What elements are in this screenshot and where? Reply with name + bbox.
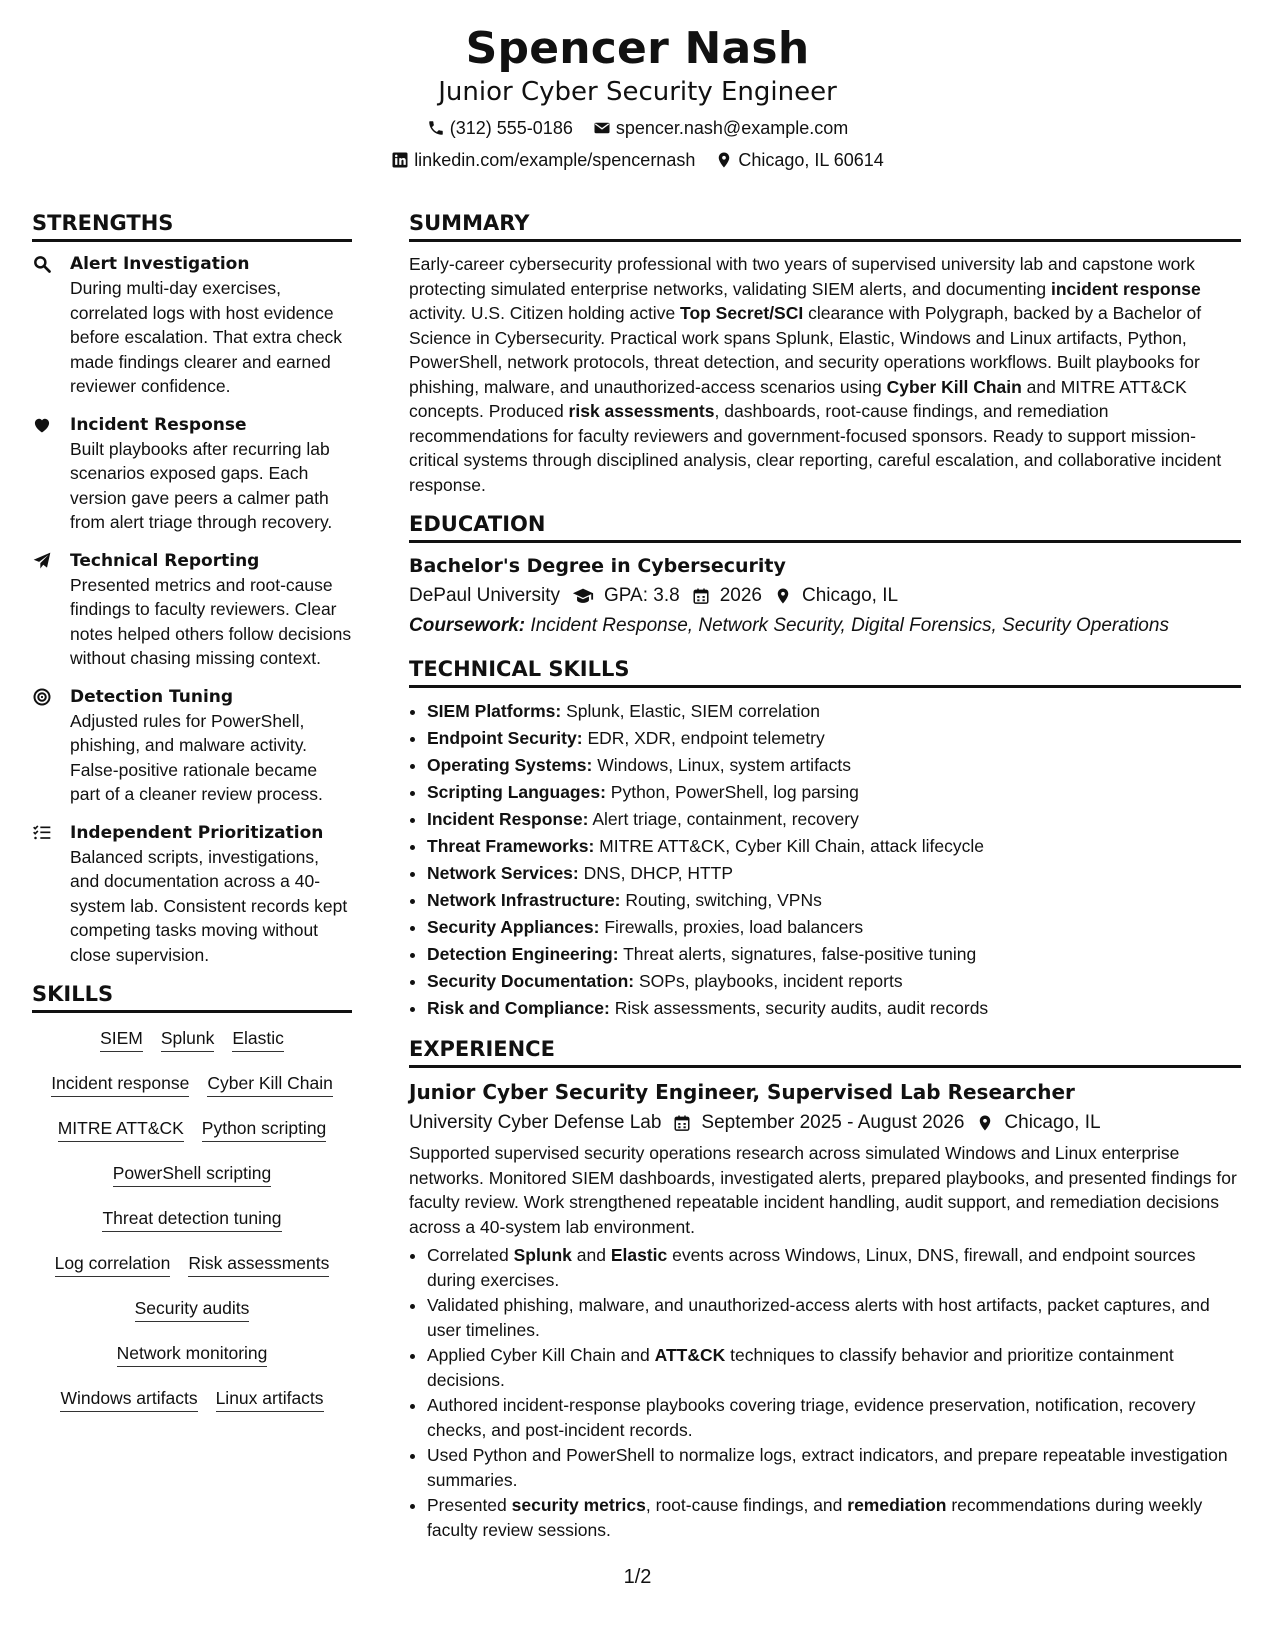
strengths-heading: STRENGTHS bbox=[32, 210, 352, 242]
map-pin-icon bbox=[774, 587, 792, 605]
skills-row bbox=[32, 1207, 352, 1232]
gpa-text: GPA: 3.8 bbox=[604, 585, 680, 606]
skills-tag-cloud bbox=[32, 1023, 352, 1412]
bullet-part: Validated phishing, malware, and unauthorized-access alerts with host artifacts, packet captures, and user timelines. bbox=[427, 1295, 1210, 1340]
list-item bbox=[427, 914, 1241, 941]
skills-row bbox=[32, 1162, 352, 1187]
bullet-part: Correlated bbox=[427, 1245, 514, 1265]
phone-icon bbox=[427, 119, 445, 137]
contact-linkedin bbox=[391, 148, 695, 172]
list-item bbox=[427, 1393, 1241, 1442]
paper-plane-icon bbox=[32, 551, 52, 571]
skill-tag: Python scripting bbox=[202, 1117, 327, 1142]
candidate-name: Spencer Nash bbox=[465, 23, 810, 74]
phone-text[interactable]: (312) 555-0186 bbox=[449, 118, 573, 138]
strength-title: Technical Reporting bbox=[70, 550, 260, 571]
skill-values: Threat alerts, signatures, false-positive tuning bbox=[623, 944, 977, 964]
calendar-icon bbox=[692, 587, 710, 605]
list-item bbox=[427, 941, 1241, 968]
skill-category: Detection Engineering: bbox=[427, 944, 619, 964]
strength-title: Incident Response bbox=[70, 414, 247, 435]
list-item bbox=[427, 968, 1241, 995]
bullet-part: Presented bbox=[427, 1495, 512, 1515]
right-column bbox=[409, 210, 1241, 1543]
list-item bbox=[427, 1493, 1241, 1542]
skill-tag: Cyber Kill Chain bbox=[207, 1072, 332, 1097]
skill-values: MITRE ATT&CK, Cyber Kill Chain, attack lifecycle bbox=[599, 836, 984, 856]
search-icon bbox=[32, 254, 52, 274]
job-dates: September 2025 - August 2026 bbox=[701, 1112, 965, 1133]
bullet-part: Used Python and PowerShell to normalize logs, extract indicators, and prepare repeatable investigation summaries. bbox=[427, 1445, 1228, 1490]
skills-row bbox=[32, 1387, 352, 1412]
summary-part-bold: Top Secret/SCI bbox=[680, 303, 804, 323]
list-item bbox=[427, 1243, 1241, 1292]
skills-row bbox=[32, 1072, 352, 1097]
summary-part-bold: incident response bbox=[1051, 278, 1201, 299]
skill-values: SOPs, playbooks, incident reports bbox=[639, 971, 903, 991]
skill-values: Python, PowerShell, log parsing bbox=[610, 782, 859, 802]
skill-category: SIEM Platforms: bbox=[427, 701, 562, 721]
skill-tag: SIEM bbox=[100, 1027, 143, 1052]
summary-part: activity. U.S. Citizen holding active bbox=[409, 303, 681, 323]
left-column bbox=[32, 210, 352, 1432]
list-item bbox=[427, 698, 1241, 725]
contact-email bbox=[593, 116, 848, 140]
summary-part: and MITRE ATT&CK concepts. Produced bbox=[409, 376, 1187, 421]
strength-title: Alert Investigation bbox=[70, 254, 250, 274]
job-summary: Supported supervised security operations research across simulated Windows and Linux enterprise networks. Monitored SIEM dashboards, investigated alerts, prepared playbooks, and presented findings for faculty review. Work strengthened repeatable incident handling, audit support, and remediation decisions across a 40-system lab environment. bbox=[409, 1143, 1237, 1237]
bullet-part: techniques to classify behavior and prioritize containment decisions. bbox=[427, 1345, 1174, 1390]
summary-part: , dashboards, root-cause findings, and remediation recommendations for faculty reviewers and government-focused sponsors. Ready to support mission-critical systems through disciplined analysis, clear reporting, careful escalation, and collaborative incident response. bbox=[409, 401, 1222, 495]
strength-desc: Built playbooks after recurring lab scenarios exposed gaps. Each version gave peers a calmer path from alert triage through recovery. bbox=[70, 438, 333, 532]
skill-tag: Splunk bbox=[161, 1027, 215, 1052]
list-item bbox=[427, 887, 1241, 914]
skill-values: Splunk, Elastic, SIEM correlation bbox=[566, 701, 820, 721]
strength-item bbox=[32, 413, 352, 535]
coursework bbox=[409, 612, 1241, 640]
experience-heading: EXPERIENCE bbox=[409, 1036, 1241, 1068]
education-meta bbox=[409, 582, 1241, 610]
graduation-cap-icon bbox=[572, 585, 594, 607]
strength-item bbox=[32, 252, 352, 399]
employer-name: University Cyber Defense Lab bbox=[409, 1112, 662, 1133]
strength-desc: Presented metrics and root-cause findings to faculty reviewers. Clear notes helped others follow decisions without chasing missing context. bbox=[70, 574, 352, 668]
skill-category: Network Services: bbox=[427, 863, 579, 883]
list-item bbox=[427, 806, 1241, 833]
bullet-part: Applied Cyber Kill Chain and bbox=[427, 1345, 655, 1365]
strength-item bbox=[32, 685, 352, 807]
contact-phone bbox=[427, 116, 573, 140]
skills-row bbox=[32, 1297, 352, 1322]
bullet-part: recommendations during weekly faculty review sessions. bbox=[427, 1495, 1203, 1540]
strength-title: Independent Prioritization bbox=[70, 822, 324, 843]
heart-icon bbox=[32, 415, 52, 435]
contact-location bbox=[715, 148, 883, 172]
strength-title: Detection Tuning bbox=[70, 686, 234, 707]
skills-heading: SKILLS bbox=[32, 981, 352, 1013]
map-pin-icon bbox=[976, 1114, 994, 1132]
bullet-part: Authored incident-response playbooks covering triage, evidence preservation, notification, recovery checks, and post-incident records. bbox=[427, 1395, 1196, 1440]
skills-row bbox=[32, 1027, 352, 1052]
summary-part: Early-career cybersecurity professional with two years of supervised university lab and capstone work protecting simulated enterprise networks, validating SIEM alerts, and documenting bbox=[409, 254, 1195, 299]
technical-skills-heading: TECHNICAL SKILLS bbox=[409, 656, 1241, 688]
job-title: Junior Cyber Security Engineer, Supervised Lab Researcher bbox=[409, 1080, 1075, 1104]
resume-header bbox=[0, 22, 1275, 172]
skill-tag: Elastic bbox=[232, 1027, 284, 1052]
bullet-part: , root-cause findings, and bbox=[645, 1495, 848, 1515]
skill-values: EDR, XDR, endpoint telemetry bbox=[587, 728, 825, 748]
skill-tag: Linux artifacts bbox=[216, 1387, 324, 1412]
calendar-icon bbox=[673, 1114, 691, 1132]
strength-desc: During multi-day exercises, correlated logs with host evidence before escalation. That extra check made findings clearer and earned reviewer confidence. bbox=[70, 278, 343, 396]
skill-tag: Risk assessments bbox=[188, 1252, 329, 1277]
coursework-label: Coursework: bbox=[409, 615, 526, 636]
list-item bbox=[427, 725, 1241, 752]
list-item bbox=[427, 833, 1241, 860]
list-item bbox=[427, 1343, 1241, 1392]
summary-heading: SUMMARY bbox=[409, 210, 1241, 242]
job-bullets bbox=[409, 1243, 1241, 1542]
skill-tag: PowerShell scripting bbox=[113, 1162, 272, 1187]
job-meta bbox=[409, 1109, 1241, 1137]
location-text: Chicago, IL 60614 bbox=[738, 150, 884, 170]
page-number: 1/2 bbox=[623, 1566, 652, 1588]
summary-text bbox=[409, 252, 1241, 497]
skill-tag: Log correlation bbox=[55, 1252, 171, 1277]
skill-tag: Incident response bbox=[51, 1072, 189, 1097]
skill-values: Firewalls, proxies, load balancers bbox=[604, 917, 864, 937]
linkedin-icon bbox=[391, 151, 409, 169]
list-item bbox=[427, 752, 1241, 779]
list-item bbox=[427, 860, 1241, 887]
bullet-part-bold: security metrics bbox=[511, 1495, 646, 1515]
bullet-part-bold: Splunk bbox=[513, 1245, 572, 1265]
skill-values: DNS, DHCP, HTTP bbox=[583, 863, 734, 883]
education-heading: EDUCATION bbox=[409, 511, 1241, 543]
skill-category: Incident Response: bbox=[427, 809, 589, 829]
grad-year: 2026 bbox=[719, 585, 762, 606]
skill-values: Risk assessments, security audits, audit records bbox=[614, 998, 989, 1018]
skill-category: Risk and Compliance: bbox=[427, 998, 610, 1018]
skill-tag: Network monitoring bbox=[117, 1342, 268, 1367]
list-item bbox=[427, 1293, 1241, 1342]
skills-row bbox=[32, 1342, 352, 1367]
coursework-list: Incident Response, Network Security, Digital Forensics, Security Operations bbox=[530, 615, 1169, 636]
skill-category: Scripting Languages: bbox=[427, 782, 606, 802]
skill-category: Operating Systems: bbox=[427, 755, 593, 775]
degree-title: Bachelor's Degree in Cybersecurity bbox=[409, 555, 786, 577]
strength-item bbox=[32, 821, 352, 968]
bullet-part-bold: remediation bbox=[847, 1495, 947, 1515]
bullet-part: and bbox=[571, 1245, 611, 1265]
bullet-part-bold: ATT&CK bbox=[654, 1345, 726, 1365]
skill-values: Windows, Linux, system artifacts bbox=[597, 755, 852, 775]
list-item bbox=[427, 995, 1241, 1022]
skill-tag: Threat detection tuning bbox=[102, 1207, 281, 1232]
bullet-part: events across Windows, Linux, DNS, firewall, and endpoint sources during exercises. bbox=[427, 1245, 1196, 1290]
email-text[interactable]: spencer.nash@example.com bbox=[615, 118, 849, 138]
skill-tag: Security audits bbox=[135, 1297, 250, 1322]
skill-category: Security Appliances: bbox=[427, 917, 600, 937]
strength-desc: Adjusted rules for PowerShell, phishing, and malware activity. False-positive rationale became part of a cleaner review process. bbox=[70, 710, 323, 804]
skill-category: Endpoint Security: bbox=[427, 728, 583, 748]
technical-skills-list bbox=[409, 698, 1241, 1022]
map-pin-icon bbox=[715, 151, 733, 169]
skill-tag: MITRE ATT&CK bbox=[58, 1117, 184, 1142]
linkedin-text[interactable]: linkedin.com/example/spencernash bbox=[414, 150, 696, 170]
skills-row bbox=[32, 1252, 352, 1277]
list-item bbox=[427, 779, 1241, 806]
job-location: Chicago, IL bbox=[1004, 1112, 1101, 1133]
checklist-icon bbox=[32, 823, 52, 843]
skill-category: Threat Frameworks: bbox=[427, 836, 595, 856]
strength-desc: Balanced scripts, investigations, and documentation across a 40-system lab. Consistent records kept competing tasks moving without close supervision. bbox=[70, 846, 348, 965]
envelope-icon bbox=[593, 119, 611, 137]
target-icon bbox=[32, 687, 52, 707]
bullet-part-bold: Elastic bbox=[610, 1245, 668, 1265]
skill-tag: Windows artifacts bbox=[60, 1387, 197, 1412]
summary-part-bold: risk assessments bbox=[568, 401, 715, 421]
candidate-title: Junior Cyber Security Engineer bbox=[438, 77, 837, 107]
skill-category: Network Infrastructure: bbox=[427, 890, 621, 910]
summary-part: clearance with Polygraph, backed by a Bachelor of Science in Cybersecurity. Practical work spans Splunk, Elastic, Windows and Linux artifacts, Python, PowerShell, network protocols, threat detection, and security operations workflows. Built playbooks for phishing, malware, and unauthorized-access scenarios using bbox=[409, 303, 1202, 397]
contact-row-primary bbox=[0, 116, 1275, 140]
school-name: DePaul University bbox=[409, 585, 560, 606]
school-location: Chicago, IL bbox=[801, 585, 899, 606]
skills-row bbox=[32, 1117, 352, 1142]
strength-item bbox=[32, 549, 352, 671]
contact-row-secondary bbox=[0, 148, 1275, 172]
skill-values: Routing, switching, VPNs bbox=[625, 890, 822, 910]
skill-values: Alert triage, containment, recovery bbox=[592, 809, 859, 829]
list-item bbox=[427, 1443, 1241, 1492]
summary-part-bold: Cyber Kill Chain bbox=[886, 376, 1022, 397]
skill-category: Security Documentation: bbox=[427, 971, 635, 991]
